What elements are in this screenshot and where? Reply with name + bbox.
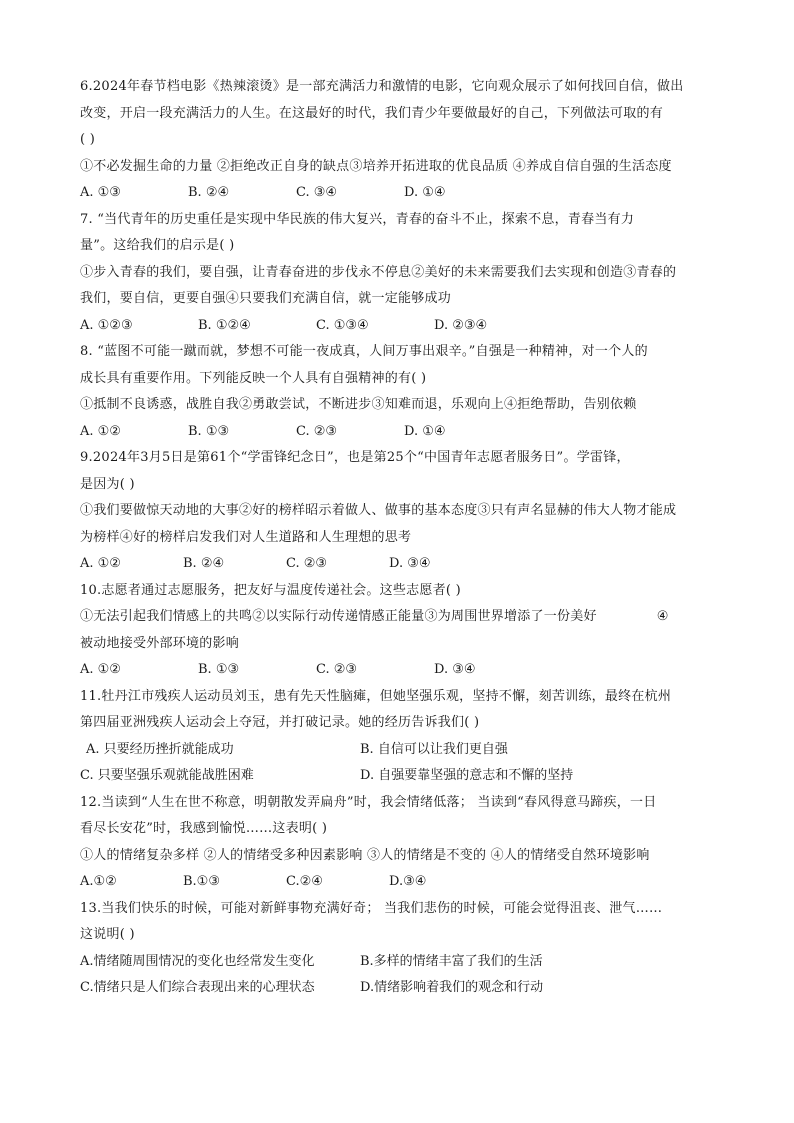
option-a[interactable]: A. ①② (80, 662, 121, 677)
option-b[interactable]: B. ②④ (188, 185, 230, 200)
statement-list: ①步入青春的我们，要自强，让青春奋进的步伐永不停息②美好的未来需要我们去实现和创造③青春的 (80, 264, 677, 280)
options-row (80, 763, 720, 790)
statement-list: ①不必发掘生命的力量 ②拒绝改正自身的缺点③培养开拓进取的优良品质 ④养成自信自强的生活态度 (80, 158, 672, 174)
option-b[interactable]: B.多样的情绪丰富了我们的生活 (360, 953, 543, 969)
statement-marker: ④ (656, 609, 669, 624)
question-text: 11.牡丹江市残疾人运动员刘玉，患有先天性脑瘫，但她坚强乐观，坚持不懈，刻苦训练，最终在杭州 (80, 688, 672, 704)
question-12 (80, 790, 720, 896)
question-text: 10.志愿者通过志愿服务，把友好与温度传递社会。这些志愿者( ) (80, 582, 461, 598)
option-c[interactable]: C. ②③ (286, 556, 328, 571)
options-row (80, 313, 720, 340)
option-d[interactable]: D. ②③④ (434, 317, 488, 333)
question-6 (80, 74, 720, 207)
option-b[interactable]: B.①③ (183, 874, 220, 889)
answer-blank: ( ) (80, 132, 96, 147)
statement-list: 为榜样④好的榜样启发我们对人生道路和人生理想的思考 (80, 529, 412, 545)
statement-list (80, 604, 720, 631)
statement-list: 我们，要自信，更要自强④只要我们充满自信，就一定能够成功 (80, 291, 452, 306)
option-c[interactable]: C. ②③ (296, 423, 338, 439)
question-7 (80, 207, 720, 340)
question-10 (80, 578, 720, 684)
question-8 (80, 339, 720, 445)
option-a[interactable]: A. ①② (80, 556, 121, 571)
options-row (80, 180, 720, 207)
question-text: 8. “蓝图不可能一蹴而就，梦想不可能一夜成真，人间万事出艰辛。”自强是一种精神，对一个人的 (80, 344, 648, 359)
question-text: 7. “当代青年的历史重任是实现中华民族的伟大复兴，青春的奋斗不止，探索不息，青春当有力 (80, 211, 635, 227)
option-a[interactable]: A.①② (80, 874, 117, 889)
statement-list: ①我们要做惊天动地的大事②好的榜样昭示着做人、做事的基本态度③只有声名显赫的伟大人物才能成 (80, 503, 677, 518)
statement-list: ①人的情绪复杂多样 ②人的情绪受多种因素影响 ③人的情绪是不变的 ④人的情绪受自然环境影响 (80, 847, 650, 863)
option-b[interactable]: B. ①③ (188, 423, 230, 439)
option-a[interactable]: A. 只要经历挫折就能成功 (86, 741, 234, 757)
option-a[interactable]: A. ①②③ (80, 317, 133, 333)
question-text: 改变，开启一段充满活力的人生。在这最好的时代，我们青少年要做最好的自己，下列做法可取的有 (80, 105, 664, 121)
option-c[interactable]: C. 只要坚强乐观就能战胜困难 (80, 768, 254, 783)
exam-page (80, 74, 720, 1002)
option-c[interactable]: C. ③④ (296, 185, 338, 200)
option-d[interactable]: D.情绪影响着我们的观念和行动 (360, 980, 544, 995)
question-text: 是因为( ) (80, 476, 135, 492)
option-d[interactable]: D. ③④ (389, 556, 431, 571)
option-d[interactable]: D. ①④ (404, 423, 446, 439)
question-text: 第四届亚洲残疾人运动会上夺冠，并打破记录。她的经历告诉我们( ) (80, 715, 480, 730)
option-a[interactable]: A. ①③ (80, 185, 121, 200)
option-d[interactable]: D. ③④ (434, 662, 476, 677)
option-c[interactable]: C.②④ (286, 874, 323, 889)
options-row (80, 737, 720, 764)
question-11 (80, 684, 720, 790)
option-d[interactable]: D. ①④ (404, 185, 446, 200)
statement-text: ①无法引起我们情感上的共鸣②以实际行动传递情感正能量③为周围世界增添了一份美好 (80, 609, 597, 624)
question-text: 12.当读到“人生在世不称意，明朝散发弄扁舟”时，我会情绪低落； 当读到“春风得意马蹄疾，一日 (80, 794, 657, 810)
question-text: 13.当我们快乐的时候，可能对新鲜事物充满好奇； 当我们悲伤的时候，可能会觉得沮丧、泄气…… (80, 900, 663, 916)
question-text: 看尽长安花”时，我感到愉悦……这表明( ) (80, 821, 328, 836)
question-text: 量”。这给我们的启示是( ) (80, 238, 235, 253)
option-a[interactable]: A. ①② (80, 423, 121, 439)
option-b[interactable]: B. ①②④ (198, 317, 251, 333)
question-text: 9.2024年3月5日是第61个“学雷锋纪念日”，也是第25个“中国青年志愿者服务日”。学雷锋， (80, 450, 630, 465)
options-row (80, 869, 720, 896)
option-a[interactable]: A.情绪随周围情况的变化也经常发生变化 (80, 953, 315, 969)
option-b[interactable]: B. ①③ (198, 662, 240, 677)
option-d[interactable]: D. 自强要靠坚强的意志和不懈的坚持 (360, 768, 574, 783)
options-row (80, 657, 720, 684)
question-text: 成长具有重要作用。下列能反映一个人具有自强精神的有( ) (80, 370, 427, 386)
statement-list: ①抵制不良诱惑，战胜自我②勇敢尝试，不断进步③知难而退，乐观向上④拒绝帮助，告别依赖 (80, 397, 637, 412)
question-13 (80, 896, 720, 1002)
option-c[interactable]: C.情绪只是人们综合表现出来的心理状态 (80, 980, 315, 995)
options-row (80, 419, 720, 446)
options-row (80, 949, 720, 976)
option-c[interactable]: C. ②③ (316, 662, 358, 677)
option-c[interactable]: C. ①③④ (316, 317, 369, 333)
option-b[interactable]: B. ②④ (183, 556, 225, 571)
options-row (80, 975, 720, 1002)
statement-list: 被动地接受外部环境的影响 (80, 635, 240, 651)
question-text: 这说明( ) (80, 927, 135, 942)
option-d[interactable]: D.③④ (389, 874, 427, 889)
question-text: 6.2024年春节档电影《热辣滚烫》是一部充满活力和激情的电影，它向观众展示了如何找回自信，做出 (80, 79, 684, 94)
question-9 (80, 445, 720, 578)
options-row (80, 551, 720, 578)
option-b[interactable]: B. 自信可以让我们更自强 (360, 741, 508, 757)
